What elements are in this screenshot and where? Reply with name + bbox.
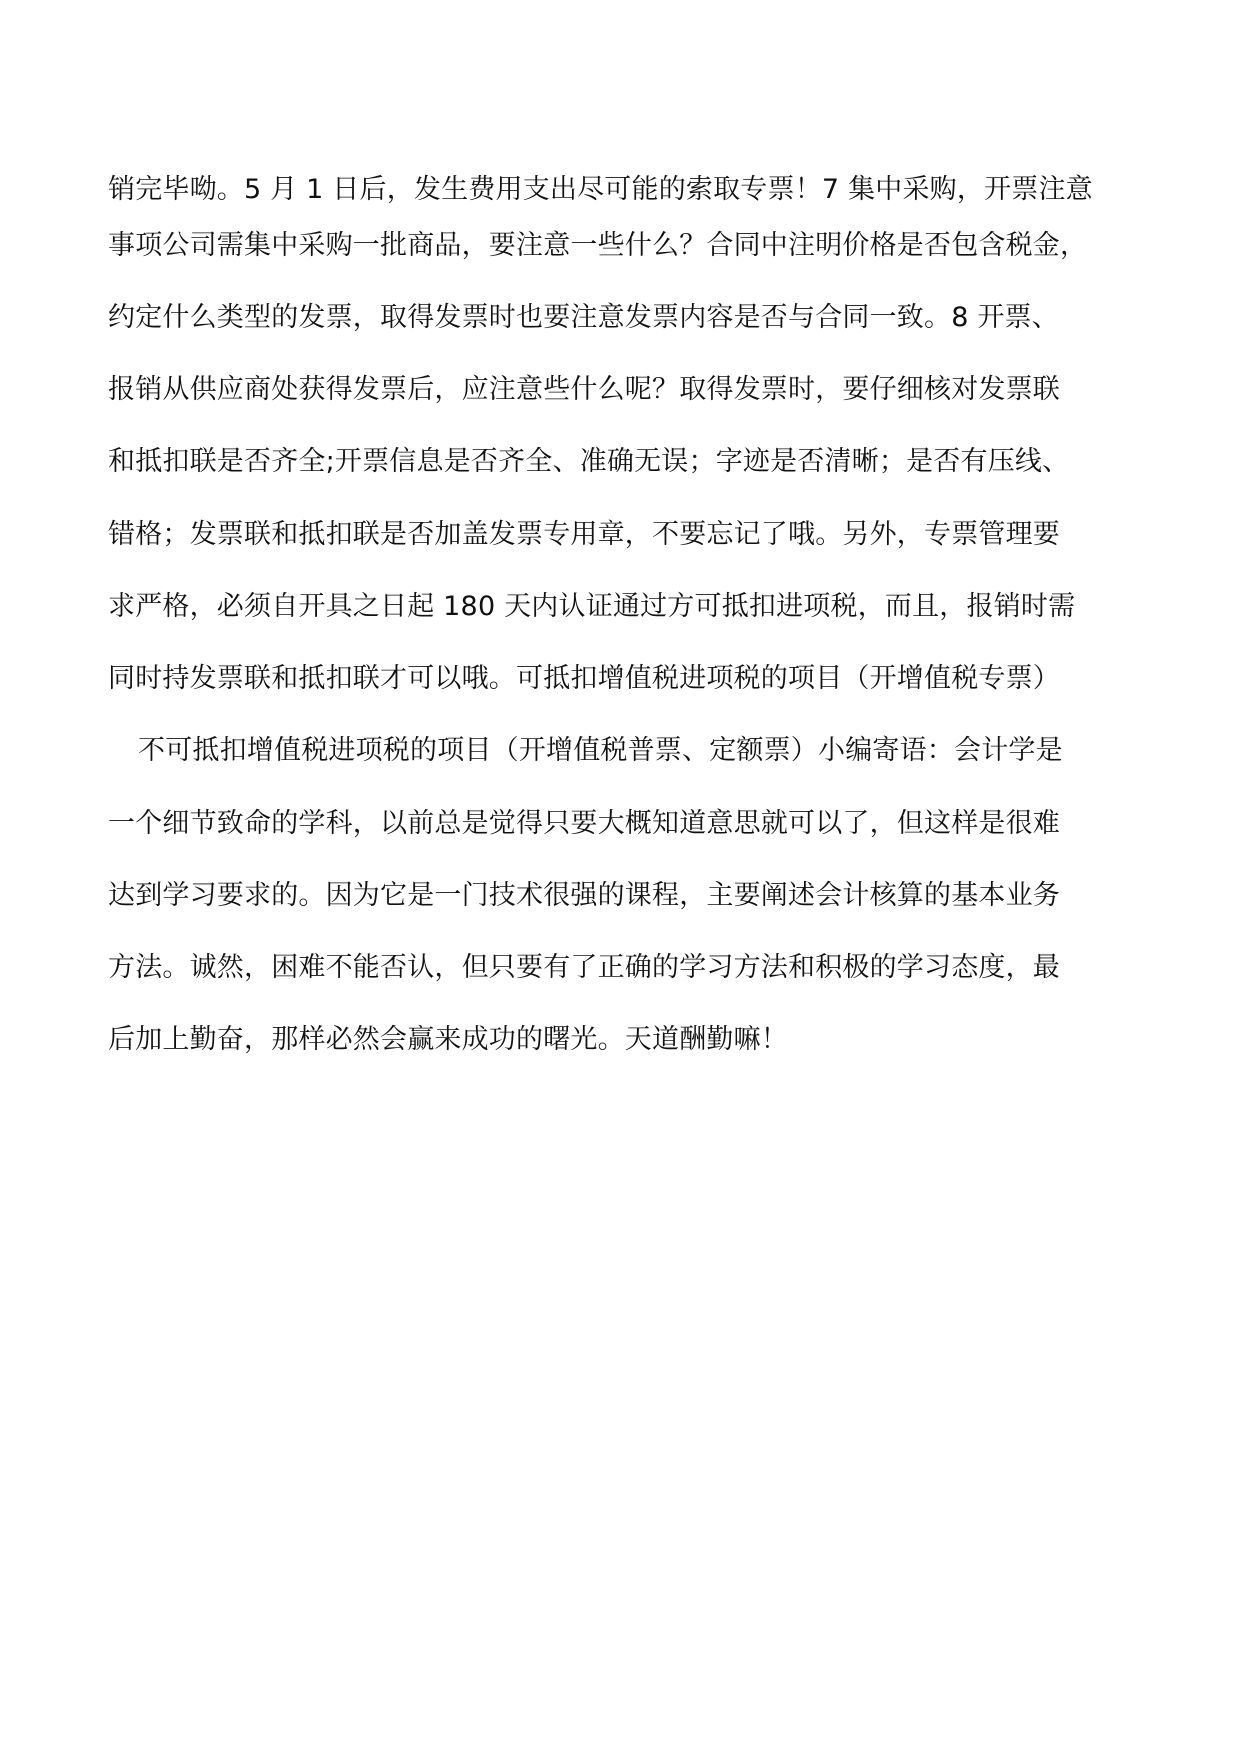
text-line-1: 销完毕呦。5 月 1 日后，发生费用支出尽可能的索取专票！7 集中采购，开票注意 [108, 174, 1093, 205]
text-line-9: 不可抵扣增值税进项税的项目（开增值税普票、定额票）小编寄语：会计学是 [138, 735, 1063, 766]
text-line-12: 方法。诚然，困难不能否认，但只要有了正确的学习方法和积极的学习态度，最 [108, 952, 1060, 983]
text-line-11: 达到学习要求的。因为它是一门技术很强的课程，主要阐述会计核算的基本业务 [108, 880, 1060, 911]
text-line-7: 求严格，必须自开具之日起 180 天内认证通过方可抵扣进项税，而且，报销时需 [108, 591, 1076, 622]
text-line-8: 同时持发票联和抵扣联才可以哦。可抵扣增值税进项税的项目（开增值税专票） [108, 663, 1060, 694]
text-line-13: 后加上勤奋，那样必然会赢来成功的曙光。天道酬勤嘛！ [108, 1024, 788, 1055]
text-line-3: 约定什么类型的发票，取得发票时也要注意发票内容是否与合同一致。8 开票、 [108, 302, 1059, 333]
text-line-4: 报销从供应商处获得发票后，应注意些什么呢？取得发票时，要仔细核对发票联 [108, 374, 1060, 405]
text-line-2: 事项公司需集中采购一批商品，要注意一些什么？合同中注明价格是否包含税金， [108, 230, 1088, 261]
text-line-10: 一个细节致命的学科，以前总是觉得只要大概知道意思就可以了，但这样是很难 [108, 808, 1060, 839]
text-line-5: 和抵扣联是否齐全;开票信息是否齐全、准确无误；字迹是否清晰；是否有压线、 [108, 446, 1070, 477]
text-line-6: 错格；发票联和抵扣联是否加盖发票专用章，不要忘记了哦。另外，专票管理要 [108, 519, 1060, 550]
